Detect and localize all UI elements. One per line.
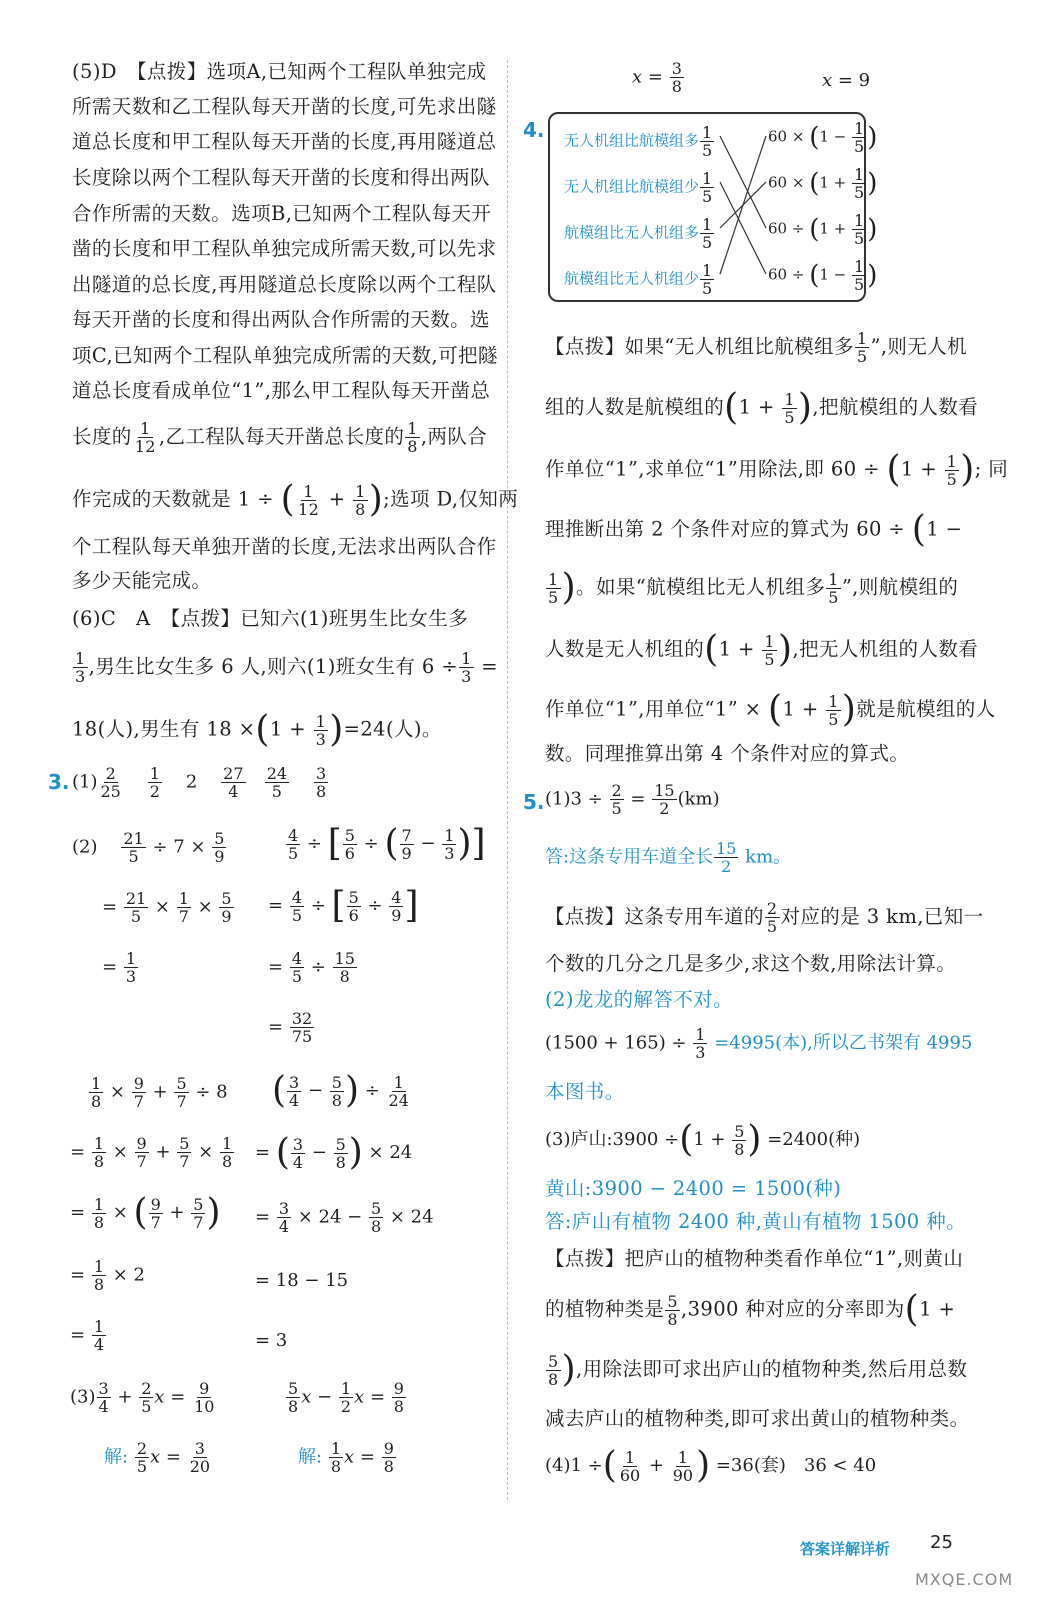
answer-text: 本图书。 <box>545 1080 625 1103</box>
text-line: 道总长度看成单位“1”,那么甲工程队每天开凿总 <box>72 379 491 402</box>
calc-step: (2) $\frac{21}{5}$ ÷ 7 × $\frac{5}{9}$ <box>72 829 225 866</box>
text: ,两队合 <box>420 425 488 448</box>
text-line: 长度除以两个工程队每天开凿的长度和得出两队 <box>72 166 490 189</box>
calc-step: = $\frac{32}{75}$ <box>268 1009 313 1046</box>
text-line: 每天开凿的长度和得出两队合作所需的天数。选 <box>72 308 490 331</box>
calc-step: = $\frac{21}{5}$ × $\frac{1}{7}$ × $\frac{5}{9}$ <box>102 889 232 926</box>
equation: (1500 + 165) ÷ $\frac{1}{3}$ =4995(本),所以乙书架有 4995 <box>545 1025 973 1062</box>
equation: 解: $\frac{2}{5}$ x = $\frac{3}{20}$ <box>104 1439 211 1476</box>
answer-text: (2)龙龙的解答不对。 <box>545 988 734 1011</box>
calc-step: = $\frac{3}{4}$ × 24 − $\frac{5}{8}$ × 24 <box>255 1199 434 1236</box>
answer-row: (1) $\frac{2}{25}$ $\frac{1}{2}$ 2 $\frac{27}{4}$ $\frac{24}{5}$ $\frac{3}{8}$ <box>72 764 327 801</box>
equation: (3) $\frac{3}{4}$ + $\frac{2}{5}$ x = $\frac{9}{10}$ <box>70 1379 215 1416</box>
text-line: 【点拨】这条专用车道的 $\frac{2}{5}$ 对应的是 3 km,已知一 <box>545 899 984 936</box>
text-line: 作完成的天数就是 1 ÷ ( $\frac{1}{12}$ + $\frac{1}{8}$ );选项 D,仅知两 <box>72 479 519 520</box>
match-right-item: 60 ÷ (1 − $\frac{1}{5}$ ) <box>768 257 878 294</box>
match-right-item: 60 × (1 − $\frac{1}{5}$ ) <box>768 119 878 156</box>
calc-step: = $\frac{4}{5}$ ÷ [ $\frac{5}{6}$ ÷ $\frac{4}{9}$ ] <box>268 885 419 926</box>
text-line: 减去庐山的植物种类,即可求出黄山的植物种类。 <box>545 1407 970 1430</box>
column-divider <box>507 60 508 1500</box>
text: 18(人),男生有 18 × <box>72 717 256 741</box>
answer-text: 答:这条专用车道全长 $\frac{15}{2}$ km。 <box>545 839 792 876</box>
calc-step: $\frac{4}{5}$ ÷ [ $\frac{5}{6}$ ÷ ( $\frac{7}{9}$ − $\frac{1}{3}$ )] <box>288 823 486 864</box>
text-line <box>72 420 492 455</box>
match-left-item: 无人机组比航模组多 $\frac{1}{5}$ <box>564 123 713 160</box>
text-line: 的植物种类是 $\frac{5}{8}$ ,3900 种对应的分率即为(1 + <box>545 1289 956 1330</box>
matching-box <box>548 112 878 302</box>
match-left-item: 无人机组比航模组少 $\frac{1}{5}$ <box>564 169 713 206</box>
text-line: 作单位“1”,用单位“1” × (1 + $\frac{1}{5}$ )就是航模组的人 <box>545 689 996 730</box>
calc-step: $\frac{1}{8}$ × $\frac{9}{7}$ + $\frac{5}{7}$ ÷ 8 <box>91 1074 228 1111</box>
equation: x = 9 <box>822 70 871 91</box>
match-left-item: 航模组比无人机组少 $\frac{1}{5}$ <box>564 261 713 298</box>
calc-step: = $\frac{1}{3}$ <box>102 949 136 986</box>
text-line: 多少天能完成。 <box>72 569 212 592</box>
text-line: 个数的几分之几是多少,求这个数,用除法计算。 <box>545 952 957 975</box>
page-number: 25 <box>930 1532 953 1553</box>
question-number: 3. <box>48 770 70 794</box>
text: ;选项 D,仅知两 <box>383 487 519 511</box>
text-line: (5)D 【点拨】选项A,已知两个工程队单独完成 <box>72 60 487 83</box>
text: 作完成的天数就是 1 ÷ <box>72 487 274 511</box>
text-line: 个工程队每天单独开凿的长度,无法求出两队合作 <box>72 535 497 558</box>
equation: $\frac{5}{8}$ x − $\frac{1}{2}$ x = $\frac{9}{8}$ <box>288 1379 404 1416</box>
equation: (4)1 ÷( $\frac{1}{60}$ + $\frac{1}{90}$ ) =36(套) 36 < 40 <box>545 1445 877 1486</box>
calc-step: = ( $\frac{3}{4}$ − $\frac{5}{8}$ ) × 24 <box>255 1132 413 1173</box>
question-number: 5. <box>523 790 545 814</box>
text-line: 组的人数是航模组的(1 + $\frac{1}{5}$ ),把航模组的人数看 <box>545 387 979 428</box>
text-line: 所需天数和乙工程队每天开凿的长度,可先求出隧 <box>72 95 497 118</box>
fraction: $\frac{1}{8}$ <box>407 419 418 456</box>
matching-lines <box>550 114 864 300</box>
text-line: 道总长度和甲工程队每天开凿的长度,再用隧道总 <box>72 130 497 153</box>
text-line: (6)C A 【点拨】已知六(1)班男生比女生多 <box>72 607 469 630</box>
equation: 解: $\frac{1}{8}$ x = $\frac{9}{8}$ <box>298 1439 394 1476</box>
calc-step: = $\frac{1}{8}$ × 2 <box>70 1257 145 1294</box>
calc-step: = 3 <box>255 1330 288 1351</box>
text: =24(人)。 <box>343 717 442 741</box>
calc-step: = 18 − 15 <box>255 1270 349 1291</box>
text-line: 黄山:3900 − 2400 = 1500(种) <box>545 1177 842 1200</box>
equation: (3)庐山:3900 ÷(1 + $\frac{5}{8}$ ) =2400(种) <box>545 1119 861 1160</box>
text: 长度的 <box>72 425 132 448</box>
text: ,男生比女生多 6 人,则六(1)班女生有 6 ÷ <box>88 655 459 678</box>
match-right-item: 60 × (1 + $\frac{1}{5}$ ) <box>768 165 878 202</box>
text-line: 【点拨】把庐山的植物种类看作单位“1”,则黄山 <box>545 1247 964 1270</box>
text: = <box>481 655 499 678</box>
text-line: $\frac{1}{3}$ ,男生比女生多 6 人,则六(1)班女生有 6 ÷ $\frac{1}{3}$ = <box>75 649 499 686</box>
text-line: 【点拨】如果“无人机组比航模组多 $\frac{1}{5}$ ”,则无人机 <box>545 329 968 366</box>
text-line: 项C,已知两个工程队单独完成所需的天数,可把隧 <box>72 344 498 367</box>
text-line: 出隧道的总长度,再用隧道总长度除以两个工程队 <box>72 273 497 296</box>
text-line: 凿的长度和甲工程队单独完成所需天数,可以先求 <box>72 237 497 260</box>
calc-step: = $\frac{1}{8}$ × $\frac{9}{7}$ + $\frac{5}{7}$ × $\frac{1}{8}$ <box>70 1134 233 1171</box>
text-line: 人数是无人机组的(1 + $\frac{1}{5}$ ),把无人机组的人数看 <box>545 629 979 670</box>
calc-step: = $\frac{1}{8}$ × ( $\frac{9}{7}$ + $\frac{5}{7}$ ) <box>70 1192 221 1233</box>
watermark: MXQE.COM <box>915 1570 1014 1589</box>
fraction: $\frac{1}{12}$ <box>134 419 156 456</box>
text-line: $\frac{5}{8}$ ),用除法即可求出庐山的植物种类,然后用总数 <box>548 1349 968 1390</box>
calc-step: = $\frac{1}{4}$ <box>70 1317 104 1354</box>
question-number: 4. <box>523 118 545 142</box>
footer-label: 答案详解详析 <box>800 1540 891 1558</box>
calc-step: = $\frac{4}{5}$ ÷ $\frac{15}{8}$ <box>268 949 355 986</box>
equation: x = $\frac{3}{8}$ <box>632 59 682 96</box>
match-left-item: 航模组比无人机组多 $\frac{1}{5}$ <box>564 215 713 252</box>
match-right-item: 60 ÷ (1 + $\frac{1}{5}$ ) <box>768 211 878 248</box>
answer-text: 答:庐山有植物 2400 种,黄山有植物 1500 种。 <box>545 1210 967 1233</box>
text-line: 合作所需的天数。选项B,已知两个工程队每天开 <box>72 202 492 225</box>
calc-step: ( $\frac{3}{4}$ − $\frac{5}{8}$ ) ÷ $\frac{1}{24}$ <box>272 1070 409 1111</box>
equation: (1)3 ÷ $\frac{2}{5}$ = $\frac{15}{2}$ (km) <box>545 781 720 818</box>
text-line: 理推断出第 2 个条件对应的算式为 60 ÷ (1 − <box>545 509 963 550</box>
text: ,乙工程队每天开凿总长度的 <box>158 425 405 448</box>
text-line: 18(人),男生有 18 ×(1 + $\frac{1}{3}$ )=24(人)。 <box>72 709 442 750</box>
text-line: 数。同理推算出第 4 个条件对应的算式。 <box>545 742 910 765</box>
text-line: 作单位“1”,求单位“1”用除法,即 60 ÷ (1 + $\frac{1}{5}$ ); 同 <box>545 449 1009 490</box>
text-line: $\frac{1}{5}$ )。如果“航模组比无人机组多 $\frac{1}{5}$ ”,则航模组的 <box>548 567 959 608</box>
